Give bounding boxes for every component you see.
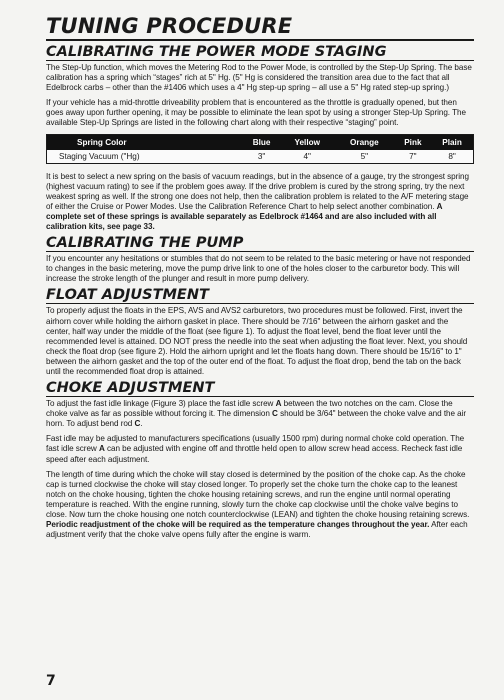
pump-paragraph-1: If you encounter any hesitations or stumbles that do not seem to be related to the basic metering or have not responded to changes in the basic metering, move the pump drive link to one of the holes closer to the carburetor body. This will increase the stroke length of the plunger and result in more pump delivery. bbox=[46, 254, 471, 284]
section-title-float: FLOAT ADJUSTMENT bbox=[46, 287, 209, 304]
power-mode-paragraph-2: If your vehicle has a mid-throttle driveability problem that is encountered as the throttle is gradually opened, but then goes away upon further opening, it may be possible to eliminate the lean spot by using a stronger Step-Up Spring. The available Step-Up Springs are listed in the following chart along with their respective “staging” point. bbox=[46, 98, 466, 128]
table-cell: 8" bbox=[431, 150, 473, 164]
table-header-cell: Yellow bbox=[280, 134, 334, 150]
paragraph-text: It is best to select a new spring on the basis of vacuum readings, but in the absence of a gauge, try the strongest spring (highest vacuum rating) to see if the problem goes away. If the drive problem is cured by the strong spring, try the next weakest spring as well. If the strong one does not help, then the calibration problem is related to the A/F metering stage of either the Cruise or Power Modes. Use the Calibration Reference Chart to help select another combination. bbox=[46, 171, 469, 211]
paragraph-bold-text: A bbox=[275, 399, 282, 409]
section-title-power-mode: CALIBRATING THE POWER MODE STAGING bbox=[46, 44, 387, 60]
power-mode-paragraph-1: The Step-Up function, which moves the Metering Rod to the Power Mode, is controlled by the Step-Up Spring. The base calibration has a spring which “stages” rich at 5" Hg. (5" Hg is considered the transition area due to the fact that all Edelbrock carbs – other than the #1406 which uses a 4" Hg step-up spring – all use a 5" Hg rated step-up spring.) bbox=[46, 63, 472, 93]
section-title-choke: CHOKE ADJUSTMENT bbox=[46, 380, 215, 397]
table-header-cell: Plain bbox=[431, 134, 473, 150]
table-header-cell: Pink bbox=[395, 134, 431, 150]
paragraph-bold-text: Periodic readjustment of the choke will be required as the temperature changes throughout the year. bbox=[46, 520, 430, 530]
section-divider bbox=[46, 303, 474, 304]
step-up-spring-table bbox=[46, 134, 474, 164]
section-divider bbox=[46, 60, 474, 61]
choke-paragraph-3 bbox=[46, 470, 474, 541]
table-cell: Staging Vacuum ("Hg) bbox=[47, 150, 243, 164]
paragraph-text: should be 3/64" between the choke valve and the air horn. To adjust bend rod bbox=[46, 409, 467, 429]
table-cell: 7" bbox=[395, 150, 431, 164]
paragraph-text: The length of time during which the choke will stay closed is determined by the position of the choke cap. As the choke cap is turned clockwise the choke will stay closed longer. To properly set the choke turn the choke cap to the leanest notch on the choke housing, tighten the choke housing retaining screws, and run the engine until normal operating temperature is reached. With the engine running, slowly turn the choke cap clockwise until the choke valve begins to close. Now turn the choke housing one notch counterclockwise (LEAN) and tighten the choke housing retaining screws. bbox=[46, 469, 470, 519]
paragraph-text: between the two notches on the cam. Close the choke valve as far as possible without forcing it. The dimension bbox=[46, 399, 453, 419]
title-divider bbox=[46, 39, 474, 41]
table-header-cell: Blue bbox=[243, 134, 280, 150]
paragraph-text: . bbox=[140, 419, 143, 429]
paragraph-text: can be adjusted with engine off and throttle held open to allow screw head access. Recheck fast idle speed after each adjustment. bbox=[46, 444, 463, 464]
power-mode-paragraph-3 bbox=[46, 172, 474, 233]
paragraph-bold-text: C bbox=[134, 419, 141, 429]
paragraph-text: After each adjustment verify that the choke valve opens fully after the engine is warm. bbox=[46, 520, 468, 540]
table-header-cell: Spring Color bbox=[47, 134, 243, 150]
table-cell: 3" bbox=[243, 150, 280, 164]
page-number: 7 bbox=[46, 673, 56, 689]
table-row bbox=[47, 150, 474, 164]
page-title: TUNING PROCEDURE bbox=[46, 14, 293, 38]
table-header-cell: Orange bbox=[334, 134, 395, 150]
paragraph-bold-text: C bbox=[272, 409, 278, 419]
table-header-row bbox=[47, 134, 474, 150]
choke-paragraph-2 bbox=[46, 434, 474, 464]
section-divider bbox=[46, 251, 474, 252]
paragraph-text: Fast idle may be adjusted to manufacturers specifications (usually 1500 rpm) during normal choke cold operation. The fast idle screw bbox=[46, 434, 465, 454]
paragraph-bold-text: A complete set of these springs is available separately as Edelbrock #1464 and are also included with all calibration kits, see page 33. bbox=[46, 201, 443, 232]
section-title-pump: CALIBRATING THE PUMP bbox=[46, 235, 244, 252]
paragraph-bold-text: A bbox=[98, 444, 105, 454]
table-cell: 4" bbox=[280, 150, 334, 164]
paragraph-text: To adjust the fast idle linkage (Figure 3) place the fast idle screw bbox=[46, 399, 276, 409]
table-cell: 5" bbox=[334, 150, 395, 164]
section-divider bbox=[46, 396, 474, 397]
float-paragraph-1: To properly adjust the floats in the EPS, AVS and AVS2 carburetors, two procedures must be followed. First, invert the airhorn cover while holding the airhorn gasket in place. There should be 7/16" between the airhorn gasket and the center, half way under the middle of the float (see figure 1). To adjust the float level, bend the float lever until the recommended level is attained. DO NOT press the needle into the seat when adjusting the float lever. Next, you should check the float drop (see figure 2). Hold the airhorn upright and let the floats hang down. There should be 15/16" to 1" between the airhorn gasket and the top of the outer end of the float. To adjust the float drop, bend the tab on the back until the recommended float drop is attained. bbox=[46, 306, 468, 376]
choke-paragraph-1 bbox=[46, 399, 474, 429]
